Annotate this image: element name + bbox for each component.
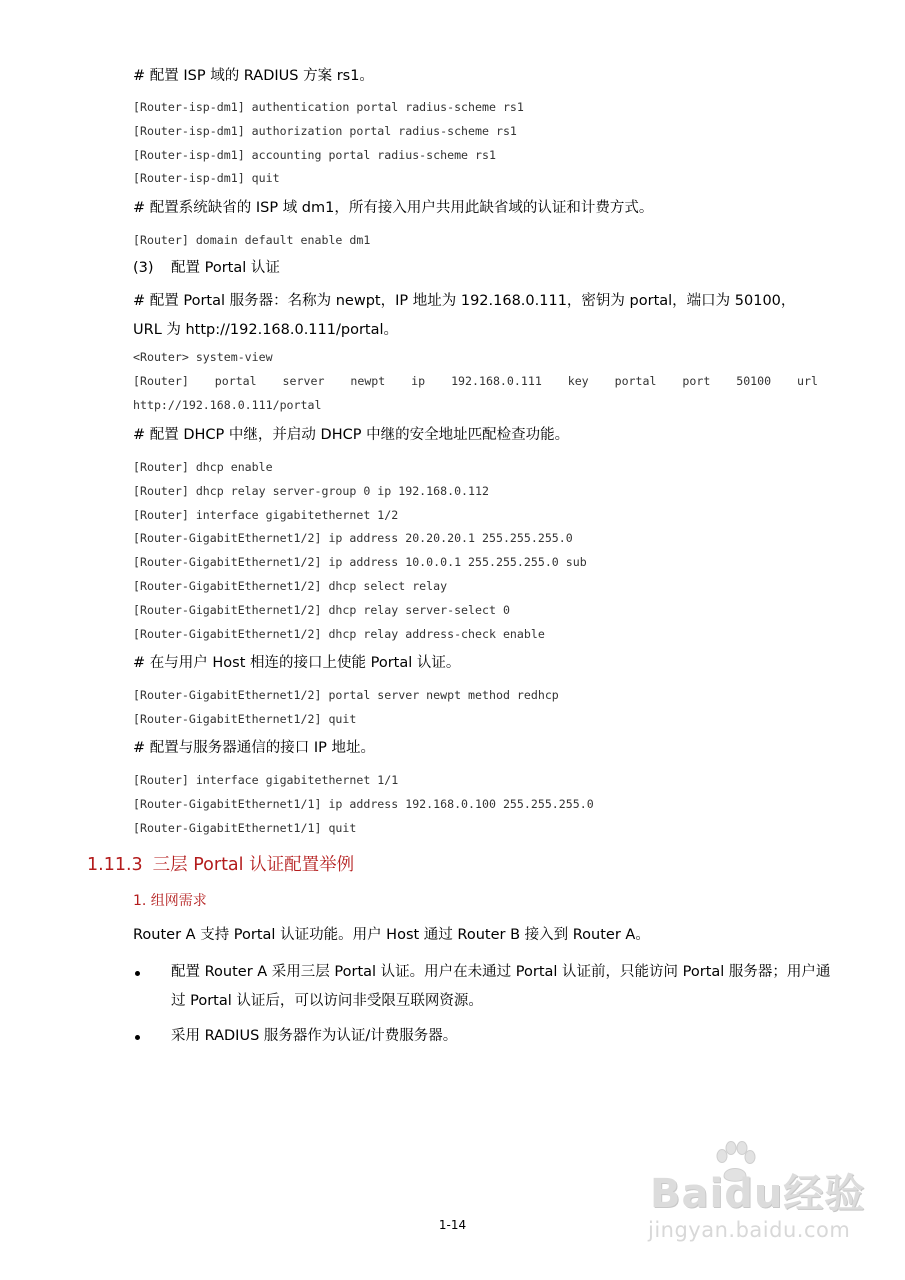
section-title: 三层 Portal 认证配置举例	[152, 855, 355, 875]
comment-enable-portal: # 在与用户 Host 相连的接口上使能 Portal 认证。	[133, 655, 461, 671]
code-line: [Router-GigabitEthernet1/1] ip address 192.168.0.100 255.255.255.0	[133, 796, 594, 811]
list-item	[133, 1022, 833, 1051]
baidu-watermark	[640, 1140, 870, 1265]
section-heading	[87, 852, 354, 878]
code-block-server-interface	[133, 769, 594, 840]
step-text: 配置 Portal 认证	[171, 260, 280, 276]
watermark-url: jingyan.baidu.com	[648, 1218, 851, 1242]
code-line: [Router-GigabitEthernet1/2] ip address 20.20.20.1 255.255.255.0	[133, 531, 573, 546]
code-line: [Router-isp-dm1] accounting portal radius-scheme rs1	[133, 147, 496, 162]
intro-paragraph: Router A 支持 Portal 认证功能。用户 Host 通过 Router B 接入到 Router A。	[133, 927, 650, 943]
step-number: (3)	[133, 260, 154, 276]
requirements-list	[133, 958, 833, 1057]
bullet-icon	[135, 1035, 140, 1040]
code-line: [Router-GigabitEthernet1/2] dhcp relay address-check enable	[133, 626, 545, 641]
page-number: 1-14	[438, 1218, 467, 1232]
comment-dhcp-relay: # 配置 DHCP 中继，并启动 DHCP 中继的安全地址匹配检查功能。	[133, 427, 570, 443]
code-line: [Router-isp-dm1] quit	[133, 171, 280, 186]
code-line: [Router-GigabitEthernet1/2] portal server newpt method redhcp	[133, 688, 559, 702]
watermark-logo: Baidu经验	[650, 1171, 866, 1217]
code-line: [Router-GigabitEthernet1/2] ip address 10.0.0.1 255.255.255.0 sub	[133, 555, 587, 570]
code-line: [Router-isp-dm1] authentication portal radius-scheme rs1	[133, 100, 524, 114]
code-line: http://192.168.0.111/portal	[133, 397, 322, 412]
code-block-dhcp	[133, 456, 587, 646]
code-line: [Router-isp-dm1] authorization portal radius-scheme rs1	[133, 123, 517, 138]
code-line: [Router-GigabitEthernet1/2] dhcp relay server-select 0	[133, 602, 510, 617]
list-item-text: 配置 Router A 采用三层 Portal 认证。用户在未通过 Portal 认证前，只能访问 Portal 服务器；用户通过 Portal 认证后，可以访问非受限互联网资源。	[171, 964, 831, 1009]
code-block-portal	[133, 346, 818, 417]
code-line: [Router] portal server newpt ip 192.168.0.111 key portal port 50100 url	[133, 373, 818, 388]
code-line: [Router] dhcp enable	[133, 460, 273, 474]
code-block-enable-portal	[133, 684, 559, 732]
code-line: [Router] interface gigabitethernet 1/2	[133, 507, 399, 522]
comment-isp-radius: # 配置 ISP 域的 RADIUS 方案 rs1。	[133, 68, 374, 84]
code-line: [Router-GigabitEthernet1/2] quit	[133, 711, 357, 726]
list-item-text: 采用 RADIUS 服务器作为认证/计费服务器。	[171, 1028, 458, 1044]
code-line: [Router-GigabitEthernet1/1] quit	[133, 820, 357, 835]
code-line: <Router> system-view	[133, 350, 273, 364]
section-number: 1.11.3	[87, 855, 143, 875]
list-item	[133, 958, 833, 1016]
code-line: [Router] domain default enable dm1	[133, 233, 371, 247]
code-block-domain	[133, 229, 370, 253]
step-heading	[133, 257, 280, 279]
comment-default-domain: # 配置系统缺省的 ISP 域 dm1，所有接入用户共用此缺省域的认证和计费方式。	[133, 200, 654, 216]
code-line: [Router-GigabitEthernet1/2] dhcp select relay	[133, 578, 448, 593]
comment-server-interface: # 配置与服务器通信的接口 IP 地址。	[133, 740, 375, 756]
code-block-isp	[133, 96, 524, 191]
comment-portal-server: # 配置 Portal 服务器：名称为 newpt，IP 地址为 192.168.0.111，密钥为 portal，端口为 50100，URL 为 http://192.168.0.111/portal。	[133, 293, 796, 338]
code-line: [Router] dhcp relay server-group 0 ip 192.168.0.112	[133, 483, 489, 498]
code-line: [Router] interface gigabitethernet 1/1	[133, 773, 399, 787]
subsection-heading: 1. 组网需求	[133, 893, 207, 909]
bullet-icon	[135, 971, 140, 976]
